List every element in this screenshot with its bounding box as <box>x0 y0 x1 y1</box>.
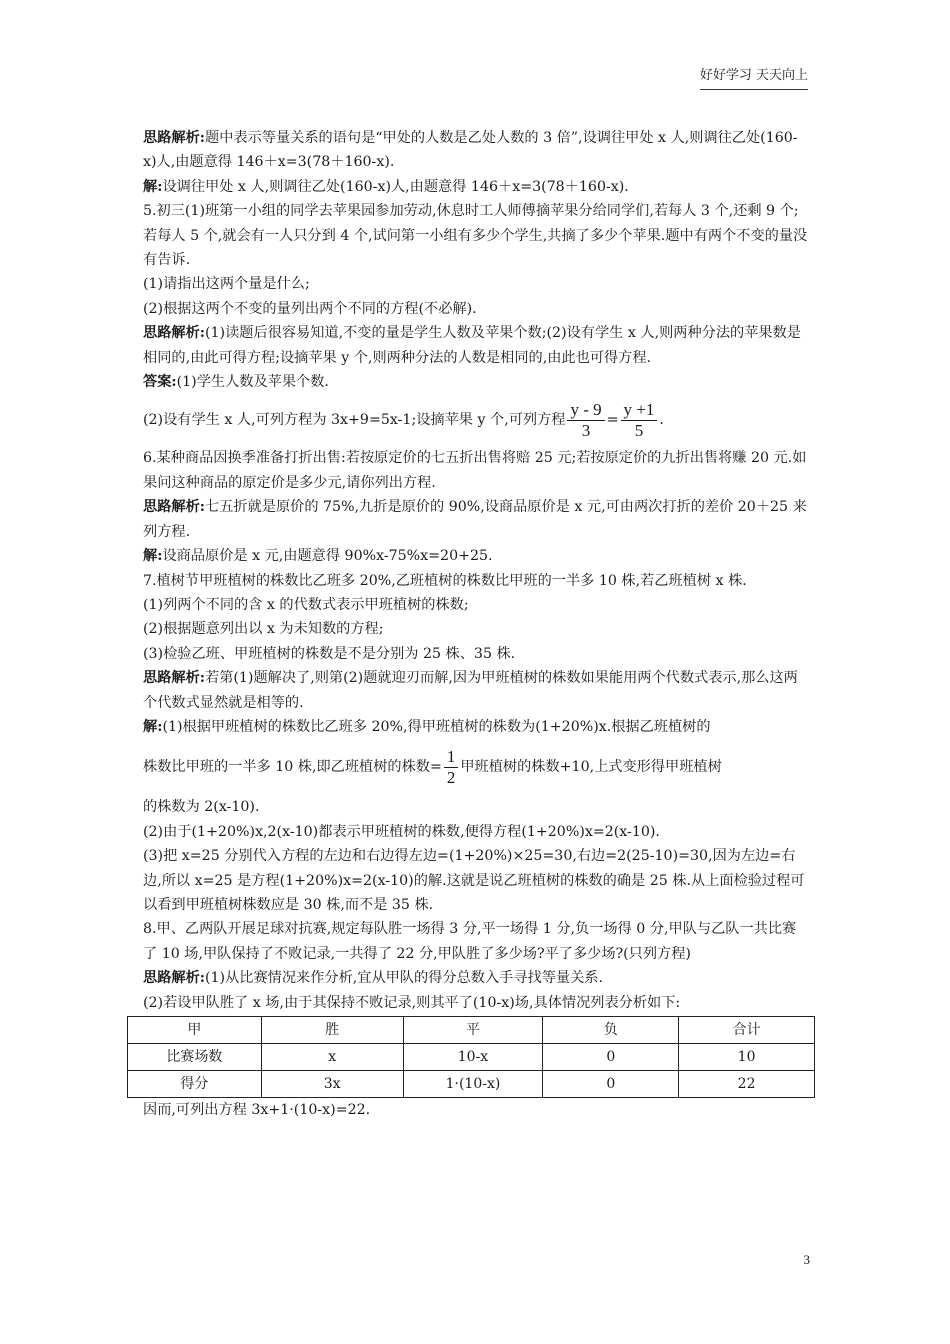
paragraph <box>143 495 809 544</box>
question-5-part-2: (2)根据这两个不变的量列出两个不同的方程(不必解). <box>143 300 477 317</box>
table-row <box>128 1044 815 1071</box>
page-number: 3 <box>803 1252 810 1267</box>
table-cell: 得分 <box>128 1071 262 1098</box>
analysis-label: 思路解析: <box>143 130 205 146</box>
table-header-cell: 负 <box>543 1017 679 1044</box>
table-cell: 比赛场数 <box>128 1044 262 1071</box>
solution-text: 设商品原价是 x 元,由题意得 90%x-75%x=20+25. <box>162 548 493 565</box>
question-8: 8.甲、乙两队开展足球对抗赛,规定每队胜一场得 3 分,平一场得 1 分,负一场得 0 分,甲队与乙队一共比赛了 10 场,甲队保持了不败记录,一共得了 22 分,甲队胜了多少场?平了多少场?(只列方程) <box>143 921 797 962</box>
question-6: 6.某种商品因换季准备打折出售:若按原定价的七五折出售将赔 25 元;若按原定价的九折出售将赚 20 元.如果问这种商品的原定价是多少元,请你列出方程. <box>143 450 807 491</box>
analysis-label: 思路解析: <box>143 325 205 342</box>
equals-sign: = <box>606 412 619 429</box>
fraction-denominator: 3 <box>581 420 591 440</box>
question-5-part-1: (1)请指出这两个量是什么; <box>143 276 310 293</box>
question-7-part-1: (1)列两个不同的含 x 的代数式表示甲班植树的株数; <box>143 596 469 613</box>
analysis-text: 题中表示等量关系的语句是“甲处的人数是乙处人数的 3 倍”,设调往甲处 x 人,则调往乙处(160-x)人,由题意得 146＋x=3(78＋160-x). <box>143 130 798 171</box>
paragraph <box>143 739 809 795</box>
table-header-cell: 甲 <box>128 1017 262 1044</box>
fraction-denominator: 5 <box>634 420 644 440</box>
table-header-cell: 平 <box>403 1017 543 1044</box>
solution-text: 株数比甲班的一半多 10 株,即乙班植树的株数= <box>143 759 442 776</box>
analysis-text: 若第(1)题解决了,则第(2)题就迎刃而解,因为甲班植树的株数如果能用两个代数式表示,那么这两个代数式显然就是相等的. <box>143 670 798 711</box>
answer-label: 答案: <box>143 374 177 391</box>
fraction-2 <box>621 400 658 441</box>
score-table <box>127 1016 815 1098</box>
question-5: 5.初三(1)班第一小组的同学去苹果园参加劳动,休息时工人师傅摘苹果分给同学们,若每人 3 个,还剩 9 个;若每人 5 个,就会有一人只分到 4 个,试问第一小组有多少个学生,共摘了多少个苹果.题中有两个不变的量没有告诉. <box>143 203 808 269</box>
analysis-text: (1)从比赛情况来作分析,宜从甲队的得分总数入手寻找等量关系. <box>205 970 603 987</box>
table-cell: 1·(10-x) <box>403 1071 543 1098</box>
fraction-1 <box>567 400 604 441</box>
solution-text: 甲班植树的株数+10,上式变形得甲班植树 <box>460 759 722 776</box>
solution-text: 设调往甲处 x 人,则调往乙处(160-x)人,由题意得 146＋x=3(78＋160-x). <box>162 178 629 195</box>
analysis-text: 七五折就是原价的 75%,九折是原价的 90%,设商品原价是 x 元,可由两次打折的差价 20＋25 来列方程. <box>143 499 807 540</box>
table-row <box>128 1071 815 1098</box>
analysis-label: 思路解析: <box>143 670 205 687</box>
table-cell: 0 <box>543 1044 679 1071</box>
table-cell: 10 <box>679 1044 815 1071</box>
paragraph: (2)由于(1+20%)x,2(x-10)都表示甲班植树的株数,便得方程(1+20%)x=2(x-10). <box>143 823 660 840</box>
solution-text: (1)根据甲班植树的株数比乙班多 20%,得甲班植树的株数为(1+20%)x.根据乙班植树的 <box>162 718 711 735</box>
paragraph <box>143 321 809 370</box>
paragraph <box>143 370 809 394</box>
question-7-part-3: (3)检验乙班、甲班植树的株数是不是分别为 25 株、35 株. <box>143 645 516 662</box>
paragraph <box>143 966 809 990</box>
fraction-numerator: y - 9 <box>567 400 604 421</box>
fraction-half <box>444 747 459 788</box>
solution-label: 解: <box>143 178 163 195</box>
fraction-denominator: 2 <box>446 767 456 787</box>
table-cell: 10-x <box>403 1044 543 1071</box>
fraction-numerator: 1 <box>444 747 459 768</box>
analysis-label: 思路解析: <box>143 499 205 516</box>
table-cell: 3x <box>261 1071 403 1098</box>
question-7: 7.植树节甲班植树的株数比乙班多 20%,乙班植树的株数比甲班的一半多 10 株,若乙班植树 x 株. <box>143 572 747 589</box>
paragraph: 的株数为 2(x-10). <box>143 799 260 816</box>
answer-text: (2)设有学生 x 人,可列方程为 3x+9=5x-1;设摘苹果 y 个,可列方程 <box>143 412 566 429</box>
paragraph <box>143 715 809 739</box>
paragraph <box>143 394 809 446</box>
period: . <box>659 412 664 429</box>
table-cell: x <box>261 1044 403 1071</box>
answer-text: (1)学生人数及苹果个数. <box>176 374 329 391</box>
paragraph: (2)若设甲队胜了 x 场,由于其保持不败记录,则其平了(10-x)场,具体情况列表分析如下: <box>143 994 681 1011</box>
table-cell: 0 <box>543 1071 679 1098</box>
solution-label: 解: <box>143 718 163 735</box>
table-header-cell: 合计 <box>679 1017 815 1044</box>
conclusion: 因而,可列出方程 3x+1·(10-x)=22. <box>143 1102 371 1118</box>
paragraph <box>143 544 809 568</box>
question-7-part-2: (2)根据题意列出以 x 为未知数的方程; <box>143 621 384 638</box>
solution-label: 解: <box>143 548 163 565</box>
table-cell: 22 <box>679 1071 815 1098</box>
analysis-text: (1)读题后很容易知道,不变的量是学生人数及苹果个数;(2)设有学生 x 人,则两种分法的苹果数是相同的,由此可得方程;设摘苹果 y 个,则两种分法的人数是相同的,由此也可得方程. <box>143 325 801 366</box>
fraction-numerator: y +1 <box>621 400 658 421</box>
analysis-label: 思路解析: <box>143 970 205 987</box>
table-header-row <box>128 1017 815 1044</box>
page-header: 好好学习 天天向上 <box>700 64 808 90</box>
paragraph <box>143 666 809 715</box>
document-body <box>143 126 809 1122</box>
paragraph <box>143 126 809 175</box>
paragraph: (3)把 x=25 分别代入方程的左边和右边得左边=(1+20%)×25=30,右边=2(25-10)=30,因为左边=右边,所以 x=25 是方程(1+20%)x=2(x-10)的解.这就是说乙班植树的株数的确是 25 株.从上面检验过程可以看到甲班植树株数应是 30 株,而不是 35 株. <box>143 848 805 913</box>
table-header-cell: 胜 <box>261 1017 403 1044</box>
paragraph <box>143 175 809 199</box>
